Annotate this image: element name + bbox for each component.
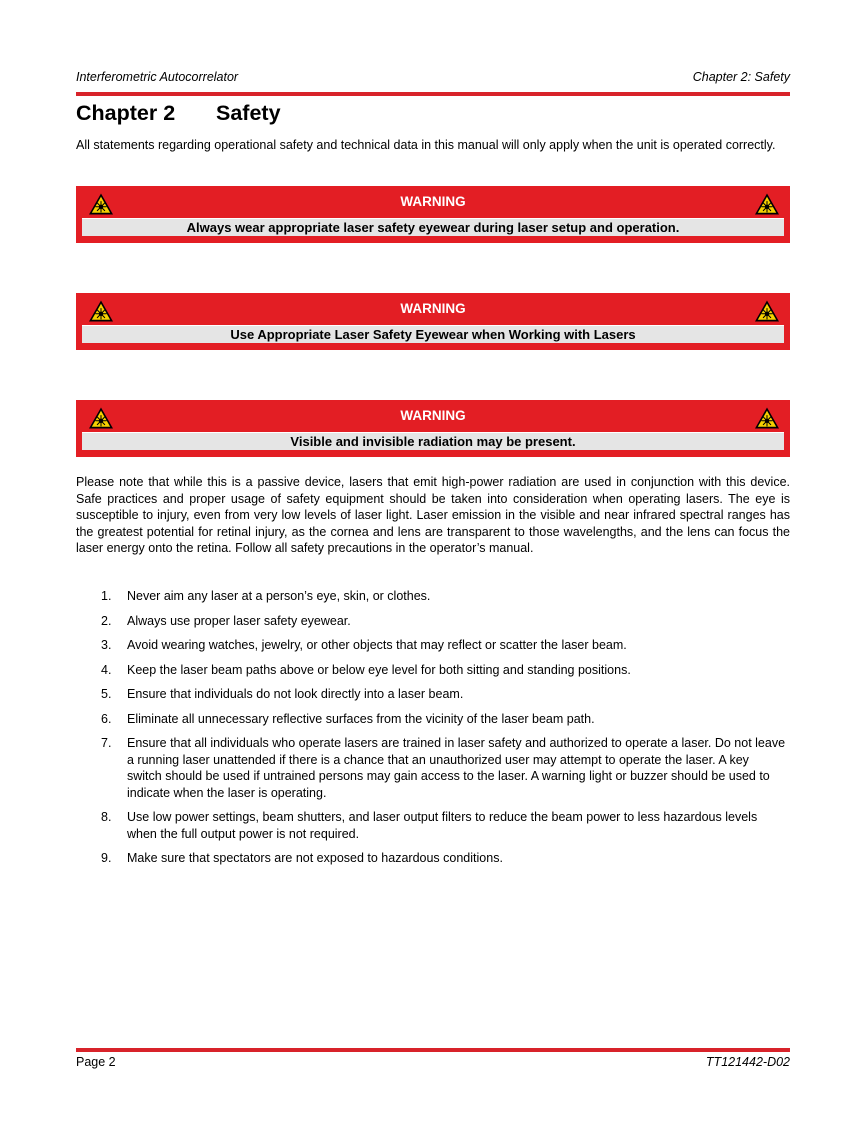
list-number: 5. (101, 687, 112, 701)
list-text: Make sure that spectators are not exposed to hazardous conditions. (127, 851, 503, 865)
list-number: 2. (101, 613, 112, 628)
list-item (76, 809, 787, 842)
safety-paragraph: Please note that while this is a passive device, lasers that emit high-power radiation are used in conjunction with this device. Safe practices and proper usage of safety equipment should be taken into consideration when operating lasers. The eye is susceptible to injury, even from very low levels of laser light. Laser emission in the visible and near infrared spectral ranges has the greatest potential for retinal injury, as the cornea and lens are transparent to those wavelengths, and the lens can focus the laser energy onto the retina. Follow all safety precautions in the operator’s manual. (76, 475, 790, 555)
list-number: 8. (101, 810, 112, 824)
list-text: Ensure that all individuals who operate lasers are trained in laser safety and authorized to operate a laser. Do not leave a running laser unattended if there is a chance that an unauthorized user may attempt to operate the laser. A key switch should be used if untrained persons may gain access to the laser. A warning light or buzzer should be used to indicate when the laser is operating. (127, 736, 786, 800)
warning-box-radiation (76, 400, 790, 457)
laser-hazard-icon (754, 299, 780, 323)
list-number: 3. (101, 638, 112, 652)
list-number: 6. (101, 711, 112, 726)
list-item (76, 613, 787, 630)
list-text: Ensure that individuals do not look directly into a laser beam. (127, 687, 464, 701)
warning-title: WARNING (400, 408, 466, 423)
warning-title: WARNING (400, 194, 466, 209)
list-number: 4. (101, 662, 112, 677)
safety-rules-list (76, 588, 790, 875)
list-item (76, 850, 787, 867)
page-header (76, 70, 790, 88)
list-text: Eliminate all unnecessary reflective surfaces from the vicinity of the laser beam path. (127, 711, 595, 726)
page-number: Page 2 (76, 1055, 116, 1069)
warning-text: Use Appropriate Laser Safety Eyewear when Working with Lasers (82, 325, 784, 343)
list-text: Keep the laser beam paths above or below eye level for both sitting and standing positions. (127, 662, 631, 677)
warning-box-eyewear-setup (76, 186, 790, 243)
list-item (76, 662, 787, 679)
footer-rule (76, 1048, 790, 1052)
list-text: Avoid wearing watches, jewelry, or other objects that may reflect or scatter the laser beam. (127, 638, 627, 652)
chapter-number: Chapter 2 (76, 101, 176, 125)
laser-hazard-icon (754, 192, 780, 216)
intro-paragraph: All statements regarding operational safety and technical data in this manual will only apply when the unit is operated correctly. (76, 138, 776, 152)
list-item (76, 637, 787, 654)
warning-box-eyewear-lasers (76, 293, 790, 350)
list-text: Never aim any laser at a person’s eye, skin, or clothes. (127, 589, 431, 603)
list-number: 9. (101, 851, 112, 865)
list-text: Use low power settings, beam shutters, and laser output filters to reduce the beam power to less hazardous levels when the full output power is not required. (127, 810, 758, 841)
warning-text: Visible and invisible radiation may be present. (82, 432, 784, 450)
warning-title: WARNING (400, 301, 466, 316)
list-item (76, 735, 787, 801)
header-document-title: Interferometric Autocorrelator (76, 70, 239, 84)
header-chapter-label: Chapter 2: Safety (692, 70, 790, 84)
list-item (76, 686, 787, 703)
list-item (76, 711, 787, 728)
laser-hazard-icon (754, 406, 780, 430)
list-number: 7. (101, 736, 112, 750)
chapter-title: Safety (216, 101, 281, 125)
list-text: Always use proper laser safety eyewear. (127, 613, 351, 628)
chapter-heading (76, 101, 281, 126)
warning-text: Always wear appropriate laser safety eyewear during laser setup and operation. (82, 218, 784, 236)
list-item (76, 588, 787, 605)
document-number: TT121442-D02 (705, 1055, 790, 1069)
header-rule (76, 92, 790, 96)
list-number: 1. (101, 589, 112, 603)
